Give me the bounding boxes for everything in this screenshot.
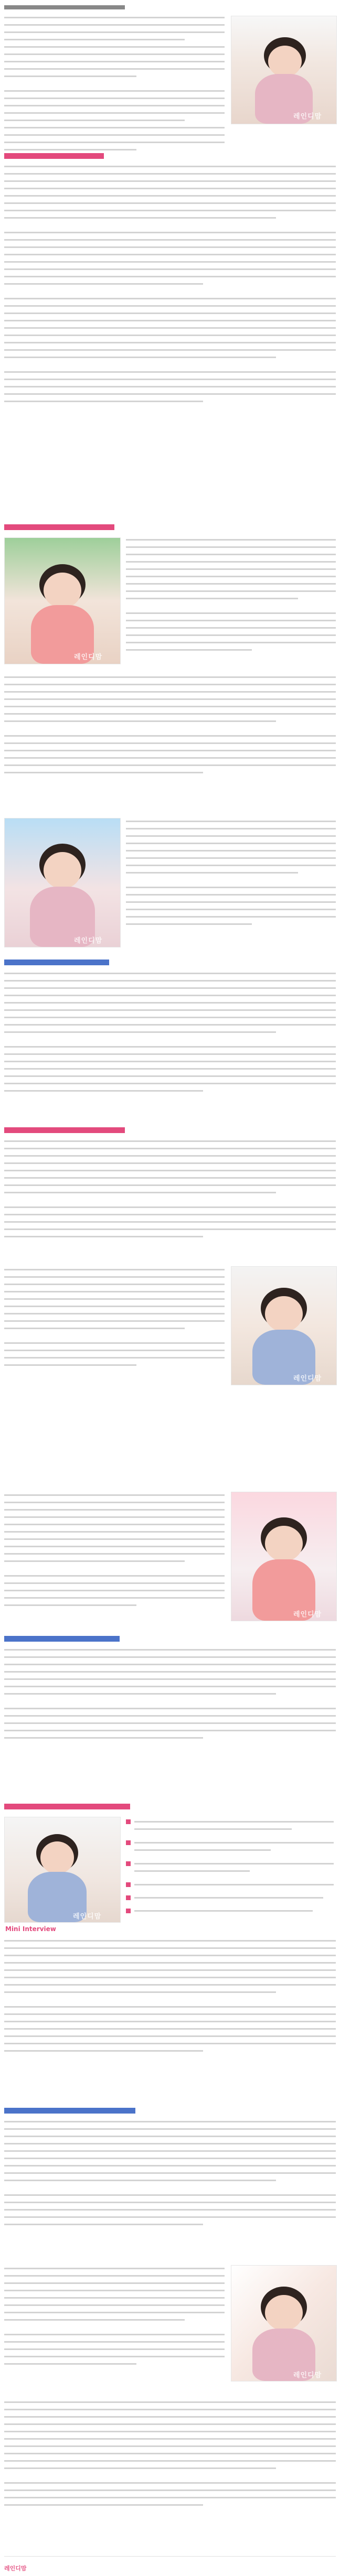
- footer-divider: [4, 2556, 336, 2557]
- section-paragraph: [4, 676, 336, 779]
- section-paragraph: [4, 166, 336, 408]
- section-paragraph: [4, 973, 336, 1097]
- section-heading: [4, 1636, 120, 1642]
- child-face: [40, 1841, 74, 1874]
- child-face: [44, 573, 81, 608]
- section-paragraph: [4, 1940, 336, 2057]
- checklist-item-1: [134, 1821, 334, 1823]
- child-photo-5: [231, 1492, 337, 1621]
- checklist-item-5-marker: [126, 1895, 131, 1900]
- section-paragraph: [126, 821, 336, 931]
- section-heading: [4, 1804, 130, 1809]
- checklist-item-1-line2: [134, 1828, 292, 1830]
- checklist-item-2: [134, 1842, 334, 1844]
- photo-watermark: 레인디맘: [293, 1375, 322, 1383]
- footer-brand: 레인디맘: [4, 2565, 27, 2572]
- checklist-item-2-marker: [126, 1840, 131, 1845]
- section-heading: [4, 524, 114, 530]
- checklist-item-3-marker: [126, 1861, 131, 1866]
- checklist-item-4: [134, 1884, 334, 1885]
- section-paragraph: [4, 2268, 225, 2370]
- photo-watermark: 레인디맘: [293, 113, 322, 121]
- child-photo-2: [4, 537, 121, 664]
- checklist-item-1-marker: [126, 1819, 131, 1824]
- mini-interview-label: Mini Interview: [5, 1925, 56, 1933]
- child-face: [265, 1296, 303, 1332]
- photo-watermark: 레인디맘: [74, 937, 103, 945]
- section-heading: [4, 153, 104, 159]
- section-heading: [4, 1127, 125, 1133]
- checklist-item-3-line2: [134, 1870, 250, 1872]
- section-paragraph: [4, 2121, 336, 2231]
- section-paragraph: [4, 1269, 225, 1372]
- section-paragraph: [4, 1140, 336, 1243]
- checklist-item-2-line2: [134, 1849, 271, 1851]
- article-title: [4, 5, 125, 9]
- section-paragraph: [126, 539, 336, 656]
- child-photo-3: [4, 818, 121, 947]
- footer-byline: [4, 2564, 27, 2572]
- checklist-item-6: [134, 1910, 313, 1912]
- photo-watermark: 레인디맘: [293, 2372, 322, 2379]
- section-paragraph: [4, 1649, 336, 1744]
- child-face: [265, 2295, 303, 2331]
- section-heading: [4, 960, 109, 965]
- photo-watermark: 레인디맘: [73, 1913, 102, 1921]
- photo-watermark: 레인디맘: [293, 1611, 322, 1619]
- child-photo-4: [231, 1266, 337, 1385]
- child-photo-6: [4, 1817, 121, 1923]
- child-photo-1: [231, 16, 337, 124]
- intro-paragraph: [4, 17, 225, 156]
- child-face: [268, 46, 302, 77]
- child-face: [265, 1526, 303, 1561]
- child-photo-7: [231, 2265, 337, 2381]
- checklist-item-6-marker: [126, 1909, 131, 1913]
- checklist-item-5: [134, 1897, 323, 1899]
- child-face: [44, 852, 81, 889]
- closing-paragraph: [4, 2401, 336, 2512]
- photo-watermark: 레인디맘: [74, 653, 103, 661]
- checklist-item-3: [134, 1863, 334, 1864]
- section-heading: [4, 2108, 135, 2114]
- section-paragraph: [4, 1494, 225, 1612]
- checklist-item-4-marker: [126, 1882, 131, 1887]
